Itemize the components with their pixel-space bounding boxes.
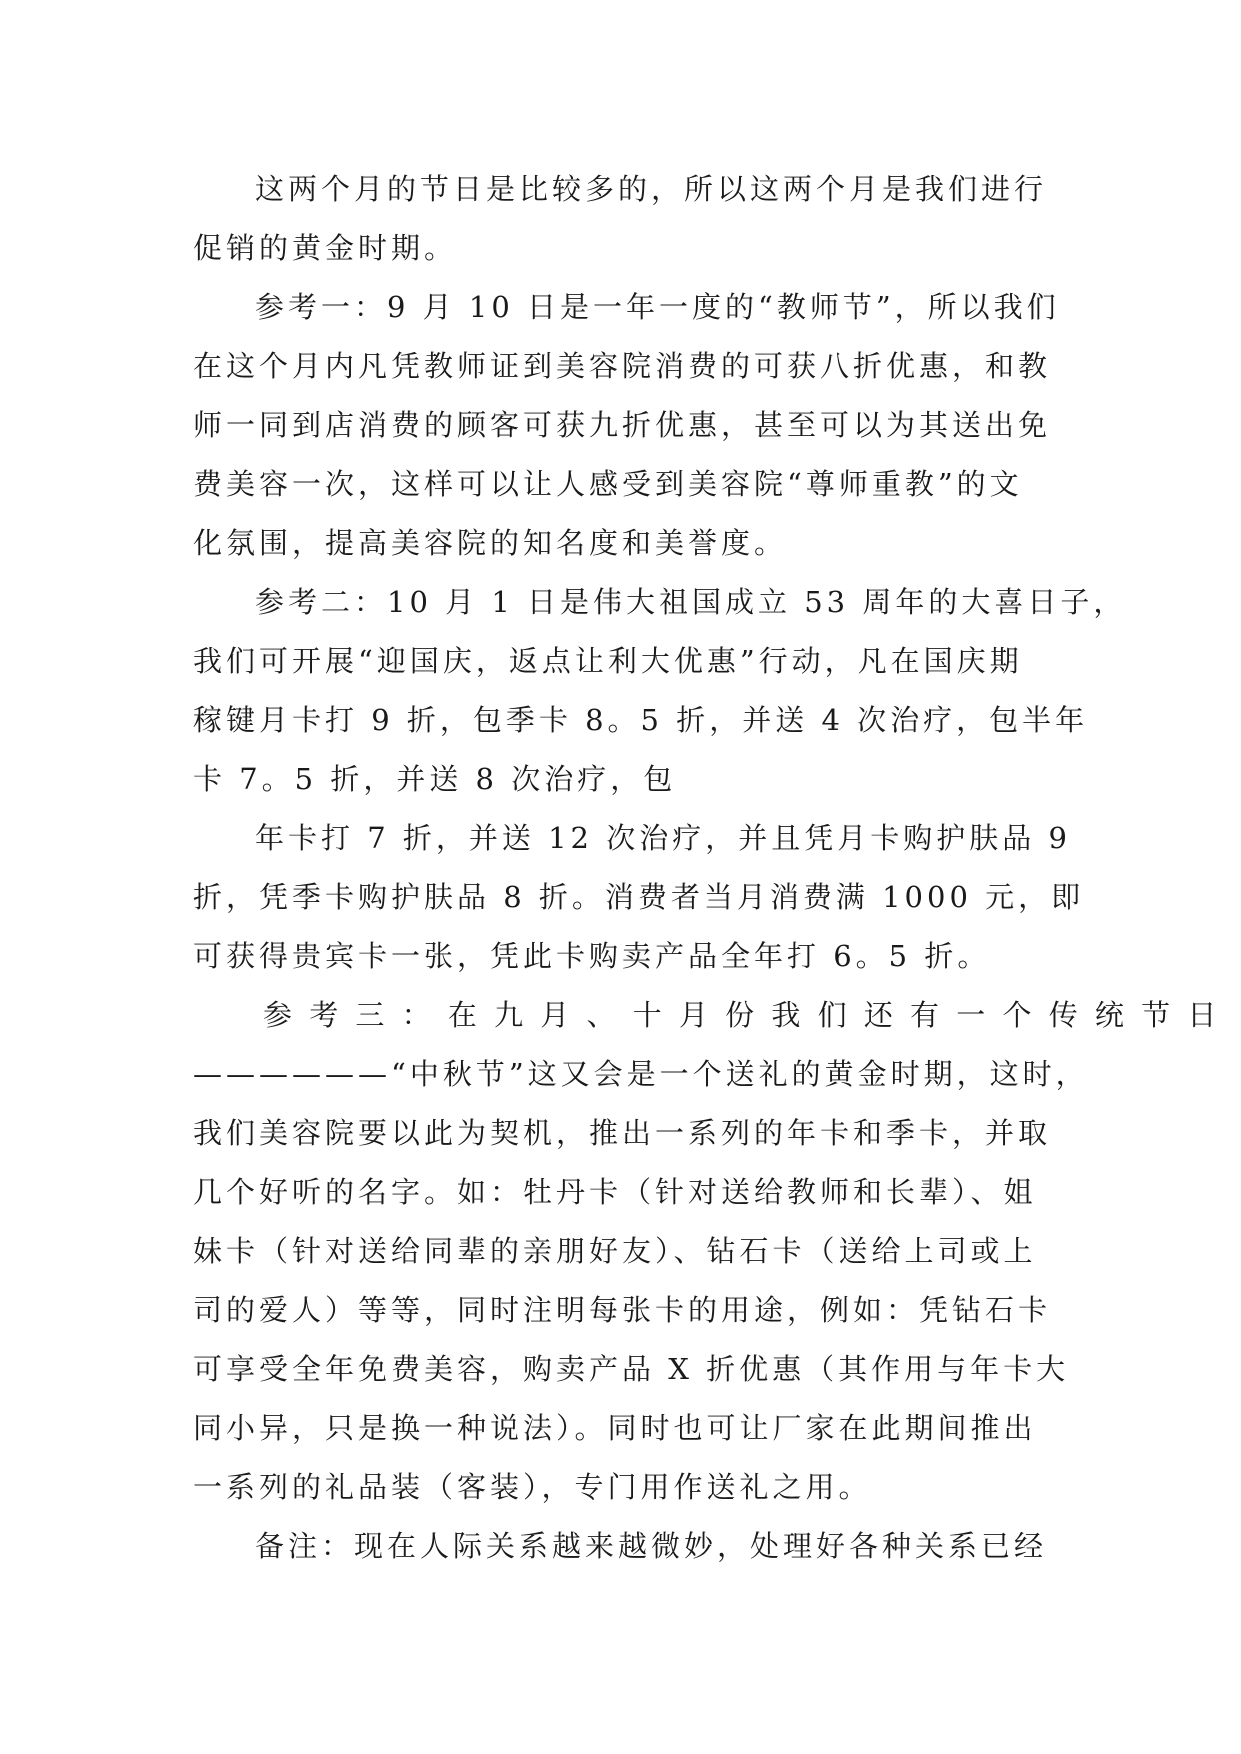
paragraph-line: 稼键月卡打 9 折，包季卡 8。5 折，并送 4 次治疗，包半年: [193, 703, 1089, 737]
paragraph-line: 在这个月内凡凭教师证到美容院消费的可获八折优惠，和教: [193, 349, 1052, 383]
paragraph-line: 参 考 三 ： 在 九 月 、 十 月 份 我 们 还 有 一 个 传 统 节 日: [263, 998, 1221, 1032]
paragraph-line: 司的爱人）等等，同时注明每张卡的用途，例如：凭钻石卡: [193, 1293, 1052, 1327]
paragraph-line: 年卡打 7 折，并送 12 次治疗，并且凭月卡购护肤品 9: [255, 821, 1071, 855]
paragraph-line: 化氛围，提高美容院的知名度和美誉度。: [193, 526, 788, 560]
paragraph-line: 我们美容院要以此为契机，推出一系列的年卡和季卡，并取: [193, 1116, 1052, 1150]
paragraph-line: 参考一：9 月 10 日是一年一度的“教师节”，所以我们: [255, 290, 1060, 324]
paragraph-line: 这两个月的节日是比较多的，所以这两个月是我们进行: [255, 172, 1048, 206]
paragraph-line: 妹卡（针对送给同辈的亲朋好友）、钻石卡（送给上司或上: [193, 1234, 1037, 1268]
paragraph-line: 可享受全年免费美容，购卖产品 X 折优惠（其作用与年卡大: [193, 1352, 1070, 1386]
paragraph-line: 折，凭季卡购护肤品 8 折。消费者当月消费满 1000 元，即: [193, 880, 1085, 914]
document-body: [193, 160, 1221, 1576]
paragraph-line: 几个好听的名字。如：牡丹卡（针对送给教师和长辈）、姐: [193, 1175, 1037, 1209]
paragraph-line: 师一同到店消费的顾客可获九折优惠，甚至可以为其送出免: [193, 408, 1052, 442]
paragraph-line: 一系列的礼品装（客装），专门用作送礼之用。: [193, 1470, 872, 1504]
paragraph-line: 参考二：10 月 1 日是伟大祖国成立 53 周年的大喜日子，: [255, 585, 1127, 619]
paragraph-line: 我们可开展“迎国庆，返点让利大优惠”行动，凡在国庆期: [193, 644, 1023, 678]
paragraph-line: 费美容一次，这样可以让人感受到美容院“尊师重教”的文: [193, 467, 1023, 501]
paragraph-line: 可获得贵宾卡一张，凭此卡购卖产品全年打 6。5 折。: [193, 939, 991, 973]
paragraph-line: 备注：现在人际关系越来越微妙，处理好各种关系已经: [255, 1529, 1048, 1563]
paragraph-line: ——————“中秋节”这又会是一个送礼的黄金时期，这时，: [193, 1057, 1089, 1091]
paragraph-line: 同小异，只是换一种说法）。同时也可让厂家在此期间推出: [193, 1411, 1037, 1445]
paragraph-line: 促销的黄金时期。: [193, 231, 458, 265]
paragraph-line: 卡 7。5 折，并送 8 次治疗，包: [193, 762, 677, 796]
